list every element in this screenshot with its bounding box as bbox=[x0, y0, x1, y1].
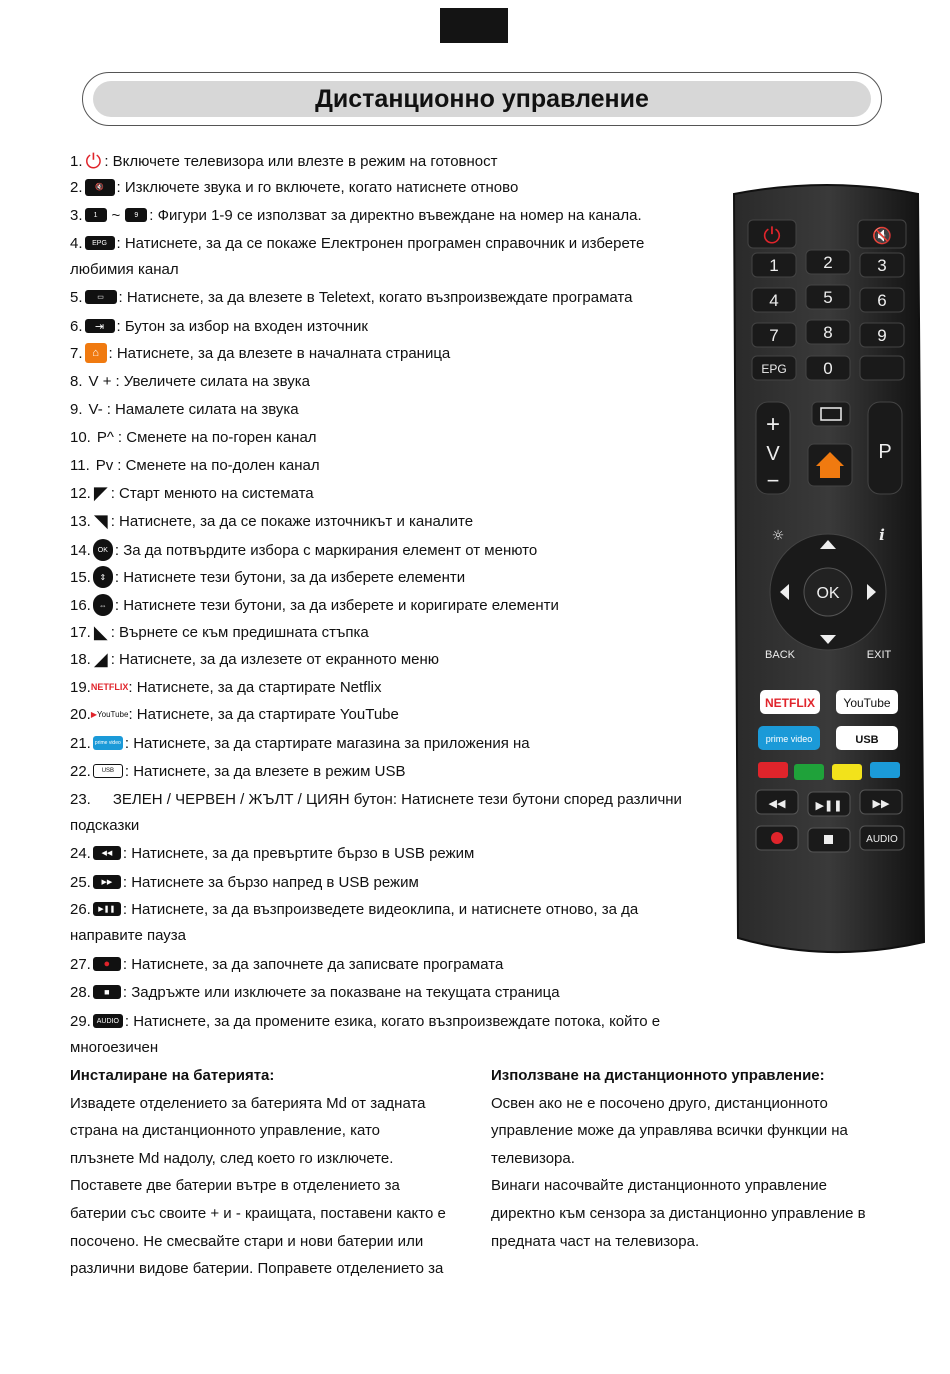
play-pause-icon: ▶❚❚ bbox=[93, 902, 121, 916]
battery-line: различни видове батерии. Поправете отделението за bbox=[70, 1260, 444, 1278]
list-item bbox=[70, 871, 419, 893]
item-text-continuation: подсказки bbox=[70, 817, 140, 834]
usage-line: предната част на телевизора. bbox=[491, 1232, 700, 1250]
item-number: 13. bbox=[70, 512, 91, 530]
item-key-label: P^ bbox=[96, 428, 114, 446]
netflix-icon: NETFLIX bbox=[90, 682, 129, 692]
item-number: 29. bbox=[70, 1012, 91, 1030]
up-down-icon: ⇕ bbox=[93, 566, 113, 588]
record-icon: ● bbox=[93, 957, 121, 971]
remote-back-label: BACK bbox=[765, 649, 795, 661]
remote-netflix-label: NETFLIX bbox=[765, 696, 815, 710]
list-item bbox=[70, 315, 368, 337]
item-number: 6. bbox=[70, 317, 83, 335]
remote-digit-label: 6 bbox=[877, 291, 887, 310]
battery-line: Поставете две батерии вътре в отделението за bbox=[70, 1177, 400, 1195]
remote-control-illustration bbox=[728, 182, 928, 962]
item-text: : Бутон за избор на входен източник bbox=[116, 317, 368, 335]
battery-line: батерии със своите + и - краищата, поставени както е bbox=[70, 1204, 446, 1222]
battery-line: страна на дистанционното управление, като bbox=[70, 1122, 381, 1140]
remote-menu-icon: ☼ bbox=[771, 528, 785, 544]
title-frame bbox=[82, 72, 882, 126]
item-number: 8. bbox=[70, 372, 83, 390]
fast-forward-icon: ▶▶ bbox=[93, 875, 121, 889]
item-text: : Натиснете, за да превъртите бързо в USB режим bbox=[122, 844, 475, 862]
item-text: : Върнете се към предишната стъпка bbox=[110, 623, 369, 641]
remote-mute-icon: 🔇 bbox=[872, 226, 892, 245]
item-number: 9. bbox=[70, 400, 83, 418]
item-text-continuation: направите пауза bbox=[70, 927, 187, 944]
item-number: 2. bbox=[70, 178, 83, 196]
remote-audio-label: AUDIO bbox=[866, 834, 898, 845]
list-item bbox=[70, 842, 474, 864]
item-text: : Натиснете, за да влезете в режим USB bbox=[124, 762, 406, 780]
list-item bbox=[70, 703, 399, 725]
usage-line: управление може да управлява всички функции на bbox=[491, 1122, 848, 1140]
remote-digit-label: 7 bbox=[769, 326, 779, 345]
item-text: : Фигури 1-9 се използват за директно въвеждане на номер на канала. bbox=[149, 206, 642, 224]
item-text: : Намалете силата на звука bbox=[106, 400, 299, 418]
remote-prime-label: prime video bbox=[765, 734, 813, 744]
item-number: 12. bbox=[70, 484, 91, 502]
remote-digit-label: 9 bbox=[877, 326, 887, 345]
remote-usb-label: USB bbox=[855, 734, 879, 746]
item-text: : Натиснете тези бутони, за да изберете елементи bbox=[114, 568, 466, 586]
item-number: 7. bbox=[70, 344, 83, 362]
list-item bbox=[70, 1010, 660, 1032]
item-number: 17. bbox=[70, 623, 91, 641]
item-text: : Натиснете, за да промените езика, когато възпроизвеждате потока, който е bbox=[124, 1012, 661, 1030]
item-number: 23. bbox=[70, 790, 91, 808]
page-title: Дистанционно управление bbox=[93, 81, 871, 117]
list-item bbox=[70, 150, 498, 172]
menu-icon: ◤ bbox=[93, 482, 108, 503]
remote-yellow-button bbox=[832, 764, 862, 780]
item-number: 20. bbox=[70, 705, 91, 723]
list-item bbox=[70, 648, 439, 670]
item-text: : Натиснете, за да се покаже Електронен програмен справочник и изберете bbox=[116, 234, 645, 252]
list-item bbox=[70, 286, 632, 308]
remote-digit-label: 2 bbox=[823, 253, 833, 272]
item-key-label: V + bbox=[88, 372, 112, 390]
item-text: : Натиснете, за да започнете да записвате програмата bbox=[122, 955, 504, 973]
item-text: ЗЕЛЕН / ЧЕРВЕН / ЖЪЛТ / ЦИЯН бутон: Натиснете тези бутони според различни bbox=[112, 790, 682, 808]
source-icon: ⇥ bbox=[85, 319, 115, 333]
remote-epg-label: EPG bbox=[761, 362, 787, 376]
mute-icon: 🔇 bbox=[85, 179, 115, 196]
item-text: : Старт менюто на системата bbox=[110, 484, 314, 502]
audio-icon: AUDIO bbox=[93, 1014, 123, 1028]
key-9-icon: 9 bbox=[125, 208, 147, 222]
usage-line: телевизора. bbox=[491, 1149, 575, 1167]
item-text: : Задръжте или изключете за показване на текущата страница bbox=[122, 983, 560, 1001]
item-text: : Натиснете за бързо напред в USB режим bbox=[122, 873, 419, 891]
ok-icon: OK bbox=[93, 539, 113, 561]
remote-ch-label: P bbox=[878, 441, 892, 463]
list-item bbox=[70, 760, 406, 782]
stop-icon: ■ bbox=[93, 985, 121, 999]
remote-teletext-button bbox=[860, 356, 904, 380]
rewind-icon: ◀◀ bbox=[93, 846, 121, 860]
left-right-icon: ⇔ bbox=[93, 594, 113, 616]
item-text-continuation: многоезичен bbox=[70, 1039, 159, 1056]
item-number: 10. bbox=[70, 428, 91, 446]
list-item bbox=[70, 566, 465, 588]
remote-vol-label: V bbox=[766, 443, 780, 465]
remote-power-icon: ⏻ bbox=[763, 224, 781, 249]
remote-ff-icon: ▶▶ bbox=[872, 797, 890, 810]
battery-line: плъзнете Md надолу, след което го изключете. bbox=[70, 1149, 394, 1167]
item-number: 24. bbox=[70, 844, 91, 862]
list-item bbox=[70, 788, 682, 810]
item-number: 14. bbox=[70, 541, 91, 559]
list-item bbox=[70, 232, 644, 254]
battery-line: Извадете отделението за батерията Md от задната bbox=[70, 1094, 426, 1112]
remote-source-button bbox=[812, 402, 850, 426]
item-number: 27. bbox=[70, 955, 91, 973]
list-item bbox=[70, 898, 638, 920]
item-number: 5. bbox=[70, 288, 83, 306]
remote-play-pause-icon: ▶❚❚ bbox=[815, 799, 843, 812]
item-number: 22. bbox=[70, 762, 91, 780]
item-key-label: V- bbox=[88, 400, 103, 418]
item-number: 26. bbox=[70, 900, 91, 918]
remote-digit-label: 5 bbox=[823, 288, 833, 307]
list-item bbox=[70, 370, 310, 392]
remote-cyan-button bbox=[870, 762, 900, 778]
item-number: 1. bbox=[70, 152, 83, 170]
remote-digit-label: 0 bbox=[823, 359, 833, 378]
usage-line: Освен ако не е посочено друго, дистанционното bbox=[491, 1094, 828, 1112]
item-number: 18. bbox=[70, 650, 91, 668]
list-item bbox=[70, 539, 537, 561]
item-number: 25. bbox=[70, 873, 91, 891]
remote-digit-label: 4 bbox=[769, 291, 779, 310]
list-item bbox=[70, 621, 369, 643]
item-text: : Натиснете, за да възпроизведете видеоклипа, и натиснете отново, за да bbox=[122, 900, 639, 918]
item-text: : Натиснете, за да излезете от екранното меню bbox=[110, 650, 440, 668]
key-1-icon: 1 bbox=[85, 208, 107, 222]
battery-heading: Инсталиране на батерията: bbox=[70, 1067, 275, 1084]
list-item bbox=[70, 953, 503, 975]
list-item bbox=[70, 732, 530, 754]
item-key-label: Pv bbox=[95, 456, 114, 474]
list-item bbox=[70, 398, 299, 420]
remote-vol-plus: + bbox=[765, 411, 781, 438]
remote-youtube-label: YouTube bbox=[843, 696, 891, 710]
remote-stop-icon bbox=[824, 835, 833, 844]
item-text: : Натиснете тези бутони, за да изберете и коригирате елементи bbox=[114, 596, 559, 614]
list-item bbox=[70, 482, 314, 504]
remote-record-icon bbox=[771, 832, 783, 844]
remote-digit-label: 3 bbox=[877, 256, 887, 275]
item-text: : Натиснете, за да стартирате YouTube bbox=[128, 705, 399, 723]
item-number: 15. bbox=[70, 568, 91, 586]
list-item bbox=[70, 426, 317, 448]
usage-heading: Използване на дистанционното управление: bbox=[491, 1067, 825, 1084]
item-number: 3. bbox=[70, 206, 83, 224]
list-item bbox=[70, 176, 518, 198]
list-item bbox=[70, 454, 320, 476]
usb-icon: USB bbox=[93, 764, 123, 778]
item-text: : Сменете на по-долен канал bbox=[117, 456, 320, 474]
item-text: : Натиснете, за да стартирате Netflix bbox=[128, 678, 382, 696]
power-icon: ⏻ bbox=[85, 149, 102, 173]
list-item bbox=[70, 981, 560, 1003]
list-item bbox=[70, 594, 559, 616]
usage-line: директно към сензора за дистанционно управление в bbox=[491, 1204, 866, 1222]
item-text: : Натиснете, за да се покаже източникът и каналите bbox=[110, 512, 474, 530]
page-tab-marker bbox=[440, 8, 508, 43]
item-text: : Натиснете, за да влезете в началната страница bbox=[108, 344, 451, 362]
item-number: 11. bbox=[70, 456, 90, 474]
remote-digit-label: 1 bbox=[769, 256, 779, 275]
item-text: : Натиснете, за да влезете в Teletext, когато възпроизвеждате програмата bbox=[118, 288, 633, 306]
info-icon: ◥ bbox=[93, 510, 108, 531]
remote-ok-label: OK bbox=[816, 585, 840, 602]
item-text: : Увеличете силата на звука bbox=[115, 372, 311, 390]
remote-rewind-icon: ◀◀ bbox=[768, 797, 786, 810]
remote-green-button bbox=[794, 764, 824, 780]
remote-info-icon: i bbox=[879, 526, 885, 544]
teletext-icon: ▭ bbox=[85, 290, 117, 304]
list-item bbox=[70, 510, 473, 532]
tilde-icon: ~ bbox=[111, 206, 121, 224]
remote-exit-label: EXIT bbox=[866, 649, 892, 661]
youtube-icon: ▶YouTube bbox=[90, 709, 129, 719]
battery-section bbox=[70, 1062, 480, 1283]
epg-icon: EPG bbox=[85, 236, 115, 250]
item-text: : Сменете на по-горен канал bbox=[117, 428, 317, 446]
list-item bbox=[70, 204, 642, 226]
prime-video-icon: prime video bbox=[93, 736, 123, 750]
item-text-continuation: любимия канал bbox=[70, 261, 179, 278]
item-text: : За да потвърдите избора с маркирания елемент от менюто bbox=[114, 541, 538, 559]
remote-red-button bbox=[758, 762, 788, 778]
item-number: 21. bbox=[70, 734, 91, 752]
item-text: : Натиснете, за да стартирате магазина за приложения на bbox=[124, 734, 530, 752]
remote-digit-label: 8 bbox=[823, 323, 833, 342]
item-number: 19. bbox=[70, 678, 91, 696]
remote-vol-minus: − bbox=[766, 468, 780, 493]
item-text: : Изключете звука и го включете, когато натиснете отново bbox=[116, 178, 519, 196]
item-text: : Включете телевизора или влезте в режим на готовност bbox=[104, 152, 498, 170]
list-item bbox=[70, 676, 382, 698]
usage-line: Винаги насочвайте дистанционното управление bbox=[491, 1177, 827, 1195]
home-icon: ⌂ bbox=[85, 343, 107, 363]
exit-icon: ◢ bbox=[93, 648, 108, 669]
battery-line: посочено. Не смесвайте стари и нови батерии или bbox=[70, 1232, 424, 1250]
back-icon: ◣ bbox=[93, 621, 108, 642]
item-number: 28. bbox=[70, 983, 91, 1001]
usage-section bbox=[491, 1062, 911, 1255]
item-number: 4. bbox=[70, 234, 83, 252]
item-number: 16. bbox=[70, 596, 91, 614]
list-item bbox=[70, 342, 450, 364]
